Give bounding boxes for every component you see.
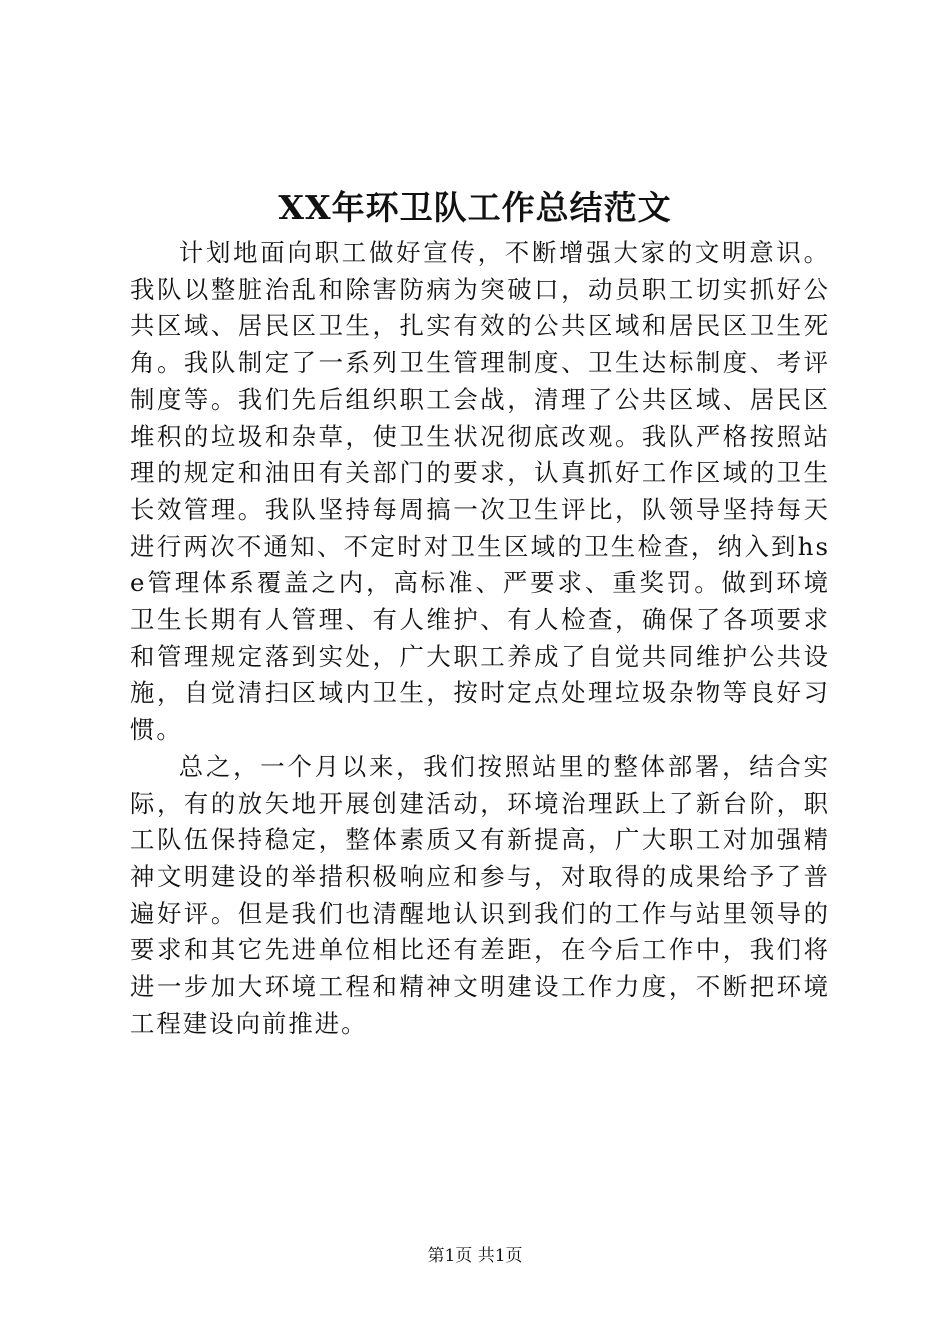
document-body [130, 235, 830, 1042]
body-paragraph-2: 总之，一个月以来，我们按照站里的整体部署，结合实际，有的放矢地开展创建活动，环境治理跃上了新台阶，职工队伍保持稳定，整体素质又有新提高，广大职工对加强精神文明建设的举措积极响应和参与，对取得的成果给予了普遍好评。但是我们也清醒地认识到我们的工作与站里领导的要求和其它先进单位相比还有差距，在今后工作中，我们将进一步加大环境工程和精神文明建设工作力度，不断把环境工程建设向前推进。 [130, 751, 830, 1038]
document-title: XX年环卫队工作总结范文 [278, 188, 672, 227]
body-paragraph-1: 计划地面向职工做好宣传，不断增强大家的文明意识。我队以整脏治乱和除害防病为突破口，动员职工切实抓好公共区域、居民区卫生，扎实有效的公共区域和居民区卫生死角。我队制定了一系列卫生管理制度、卫生达标制度、考评制度等。我们先后组织职工会战，清理了公共区域、居民区堆积的垃圾和杂草，使卫生状况彻底改观。我队严格按照站理的规定和油田有关部门的要求，认真抓好工作区域的卫生长效管理。我队坚持每周搞一次卫生评比，队领导坚持每天进行两次不通知、不定时对卫生区域的卫生检查，纳入到hse管理体系覆盖之内，高标准、严要求、重奖罚。做到环境卫生长期有人管理、有人维护、有人检查，确保了各项要求和管理规定落到实处，广大职工养成了自觉共同维护公共设施，自觉清扫区域内卫生，按时定点处理垃圾杂物等良好习惯。 [130, 238, 830, 745]
page-footer: 第1页 共1页 [427, 1246, 523, 1266]
